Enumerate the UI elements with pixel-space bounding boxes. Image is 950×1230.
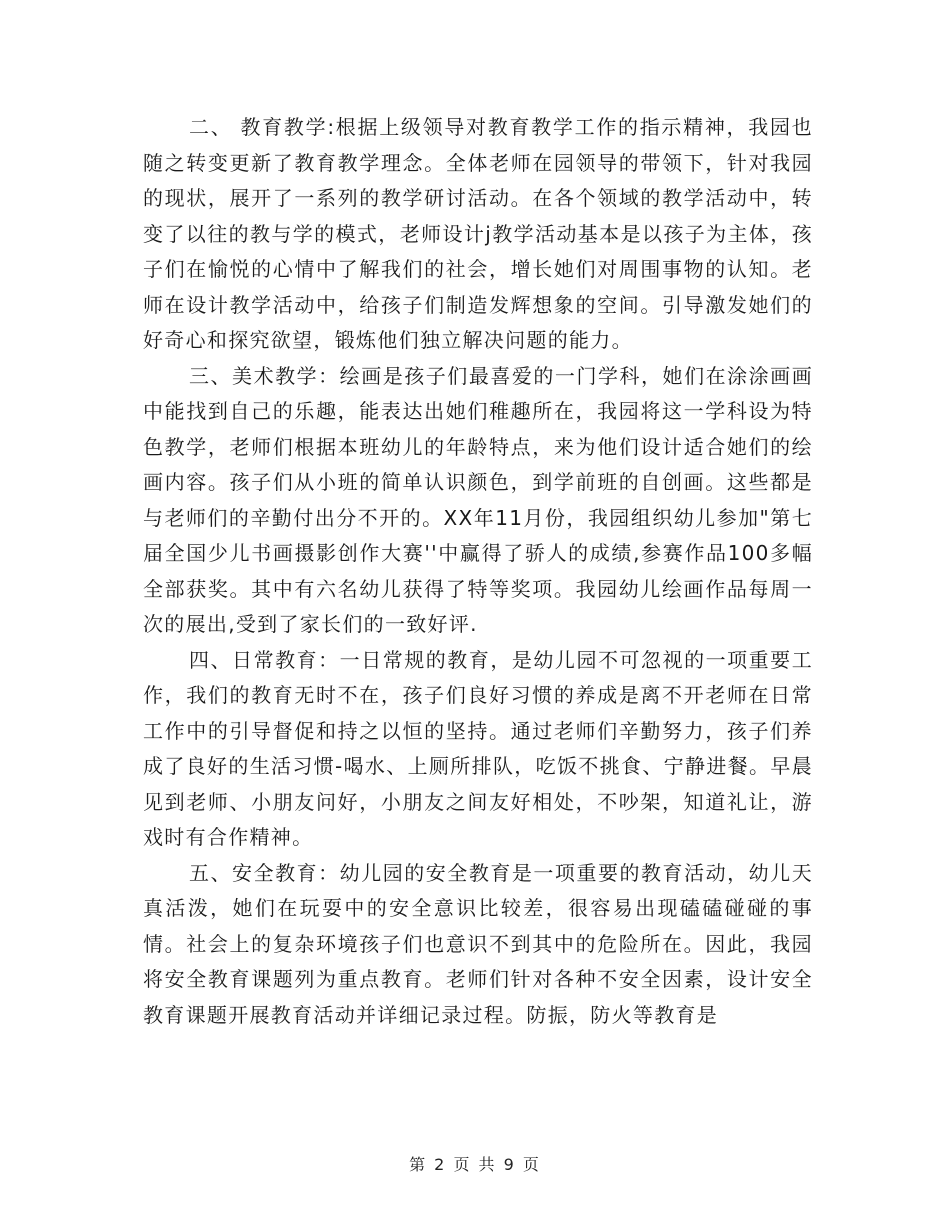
paragraph-teaching: 二、 教育教学:根据上级领导对教育教学工作的指示精神，我园也随之转变更新了教育教学理念。全体老师在园领导的带领下，针对我园的现状，展开了一系列的教学研讨活动。在各个领域的教学活动中，转变了以往的教与学的模式，老师设计j教学活动基本是以孩子为主体，孩子们在愉悦的心情中了解我们的社会，增长她们对周围事物的认知。老师在设计教学活动中，给孩子们制造发辉想象的空间。引导激发她们的好奇心和探究欲望，锻炼他们独立解决问题的能力。 (143, 115, 813, 352)
paragraph-art-teaching: 三、美术教学：绘画是孩子们最喜爱的一门学科，她们在涂涂画画中能找到自己的乐趣，能表达出她们稚趣所在，我园将这一学科设为特色教学，老师们根据本班幼儿的年龄特点，来为他们设计适合她们的绘画内容。孩子们从小班的简单认识颜色，到学前班的自创画。这些都是与老师们的辛勤付出分不开的。XX年11月份，我园组织幼儿参加"第七届全国少儿书画摄影创作大赛''中赢得了骄人的成绩,参赛作品100多幅全部获奖。其中有六名幼儿获得了特等奖项。我园幼儿绘画作品每周一次的展出,受到了家长们的一致好评. (143, 363, 813, 636)
page-number-footer: 第 2 页 共 9 页 (409, 1155, 541, 1174)
paragraph-daily-education: 四、日常教育：一日常规的教育，是幼儿园不可忽视的一项重要工作，我们的教育无时不在，孩子们良好习惯的养成是离不开老师在日常工作中的引导督促和持之以恒的坚持。通过老师们辛勤努力，孩子们养成了良好的生活习惯-喝水、上厕所排队，吃饭不挑食、宁静进餐。早晨见到老师、小朋友问好，小朋友之间友好相处，不吵架，知道礼让，游戏时有合作精神。 (143, 647, 813, 849)
document-body (143, 110, 813, 1033)
paragraph-safety-education: 五、安全教育：幼儿园的安全教育是一项重要的教育活动，幼儿天真活泼，她们在玩耍中的安全意识比较差，很容易出现磕磕碰碰的事情。社会上的复杂环境孩子们也意识不到其中的危险所在。因此，我园将安全教育课题列为重点教育。老师们针对各种不安全因素，设计安全教育课题开展教育活动并详细记录过程。防振，防火等教育是 (143, 860, 813, 1027)
